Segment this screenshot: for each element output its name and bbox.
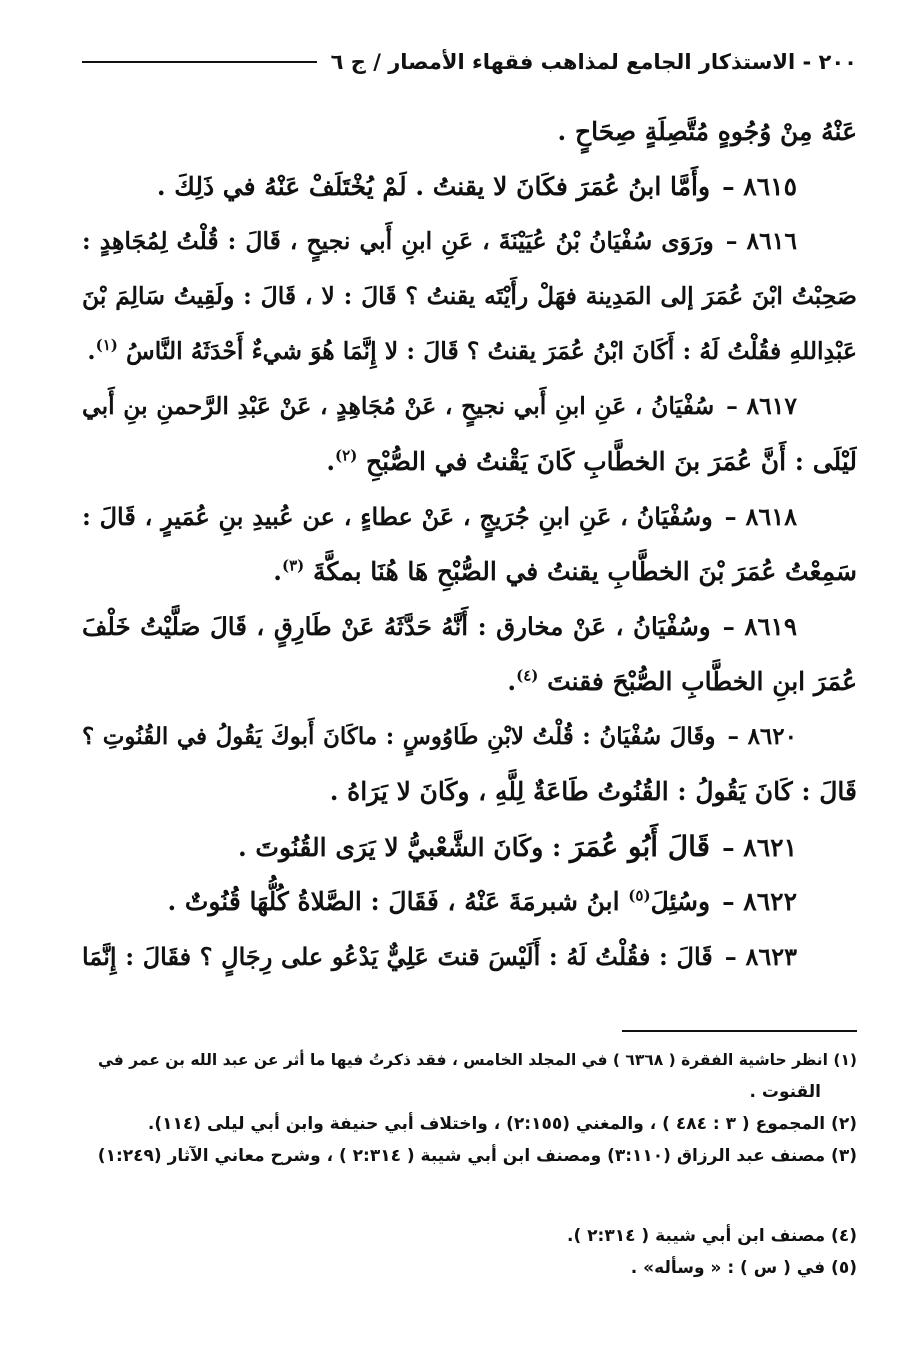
footnote-marker-1[interactable]: (١) (95, 336, 118, 355)
paragraph-number: ٨٦١٨ – (724, 502, 797, 531)
paragraph-number: ٨٦١٥ – (722, 172, 797, 201)
footnote-marker-5[interactable]: (٥) (628, 886, 651, 905)
footnotes (82, 1044, 857, 1284)
paragraph-8622: ٨٦٢٢ –وسُئِلَ$^{(٥)}$ ابنُ شبرمَةَ عَنْهُ ، فَقَالَ : الصَّلاةُ كُلُّهَا قُنُوتٌ . (167, 886, 797, 916)
footnote-gap (82, 1172, 857, 1220)
main-text (82, 104, 857, 984)
text-line-4: صَحِبْتُ ابْنَ عُمَرَ إلى المَدِينة فهَلْ رأَيْتَه يقنتُ ؟ قَالَ : لا ، قَالَ : ولَقِيتُ سَالِمَ بْنَ (82, 282, 857, 310)
paragraph-8621 (82, 819, 857, 874)
paragraph-8619 (82, 599, 857, 654)
footnote-5: (٥) في ( س ) : « وسأله» . (630, 1258, 857, 1278)
page-header (82, 44, 857, 80)
paragraph-8616 (82, 214, 857, 269)
paragraph-number: ٨٦٢٠ – (727, 723, 797, 750)
paragraph-text: ورَوَى سُفْيَانُ بْنُ عُيَيْنَةَ ، عَنِ ابنِ أَبي نجيحٍ ، قَالَ : قُلْتُ لِمُجَاهِدٍ : (82, 227, 714, 255)
paragraph-text: قَالَ : فقُلْتُ لَهُ : أَلَيْسَ قنتَ عَلِيٌّ يَدْعُو على رِجَالٍ ؟ فقَالَ : إِنَّمَا (82, 942, 713, 971)
paragraph-number: ٨٦١٧ – (726, 392, 797, 420)
paragraph-8620 (82, 709, 857, 764)
text-line-5: عَبْدِاللهِ فقُلْتُ لَهُ : أَكَانَ ابْنُ عُمَرَ يقنتُ ؟ قَالَ : لا إِنَّمَا هُوَ شيءٌ أَحْدَثَهُ النَّاسُ $^{(١)}$. (87, 336, 857, 365)
footnote-marker-2[interactable]: (٢) (335, 446, 358, 465)
header-rule (82, 61, 317, 63)
running-title: ٢٠٠ - الاستذكار الجامع لمذاهب فقهاء الأمصار / ج ٦ (330, 50, 857, 74)
text-line-7: لَيْلَى : أَنَّ عُمَرَ بنَ الخطَّابِ كَانَ يَقْنتُ في الصُّبْحِ $^{(٢)}$. (326, 446, 857, 476)
paragraph-number: ٨٦١٦ – (725, 227, 797, 255)
paragraph-number: ٨٦٢٣ – (724, 942, 798, 971)
text-line-9: سَمِعْتُ عُمَرَ بْنَ الخطَّابِ يقنتُ في الصُّبْحِ هَا هُنَا بمكَّةَ $^{(٣)}$. (273, 556, 857, 586)
paragraph-number: ٨٦١٩ – (722, 612, 797, 641)
paragraph-text: : وكَانَ الشَّعْبيُّ لا يَرَى القُنُوتَ . (238, 833, 562, 862)
paragraph-text: وقَالَ سُفْيَانُ : قُلْتُ لابْنِ طَاوُوسٍ : ماكَانَ أَبوكَ يَقُولُ في القُنُوتِ ؟ (82, 723, 716, 750)
paragraph-text: وأَمَّا ابنُ عُمَرَ فكَانَ لا يقنتُ . لَمْ يُخْتَلَفْ عَنْهُ في ذَلِكَ . (156, 172, 711, 201)
footnote-1: (١) انظر حاشية الفقرة ( ٦٣٦٨ ) في المجلد الخامس ، فقد ذكرتُ فيها ما أثر عن عبد الله بن عمر في (97, 1051, 857, 1069)
text-line-11: عُمَرَ ابنِ الخطَّابِ الصُّبْحَ فقنتَ $^{(٤)}$. (507, 666, 857, 696)
paragraph-8623 (82, 929, 857, 984)
footnote-marker-3[interactable]: (٣) (281, 556, 305, 575)
text-line-13: قَالَ : كَانَ يَقُولُ : القُنُوتُ طَاعَةٌ لِلَّهِ ، وكَانَ لا يَرَاهُ . (329, 777, 857, 806)
footnote-4: (٤) مصنف ابن أبي شيبة ( ٢:٣١٤ ). (567, 1226, 857, 1246)
footnote-3: (٣) مصنف عبد الرزاق (٣:١١٠) ومصنف ابن أبي شيبة ( ٢:٣١٤ ) ، وشرح معاني الآثار (١:٢٤٩) (97, 1146, 857, 1166)
footnote-2: (٢) المجموع ( ٣ : ٤٨٤ ) ، والمغني (٢:١٥٥) ، واختلاف أبي حنيفة وابن أبي ليلى (١١٤). (147, 1114, 857, 1134)
footnote-separator (622, 1030, 857, 1032)
paragraph-8618 (82, 489, 857, 544)
footnote-1-continuation: القنوت . (749, 1082, 821, 1102)
paragraph-text: وسُفْيَانُ ، عَنِ ابنِ جُرَيجٍ ، عَنْ عطاءٍ ، عن عُبيدِ بنِ عُمَيرٍ ، قَالَ : (82, 502, 713, 531)
paragraph-text: وسُفْيَانُ ، عَنْ مخارق : أَنَّهُ حَدَّثَهُ عَنْ طَارِقٍ ، قَالَ صَلَّيْتُ خَلْفَ (82, 612, 711, 641)
text-line-1: عَنْهُ مِنْ وُجُوهٍ مُتَّصِلَةٍ صِحَاحٍ . (557, 117, 857, 146)
paragraph-8615 (82, 159, 857, 214)
paragraph-8617 (82, 379, 857, 434)
footnote-marker-4[interactable]: (٤) (516, 666, 539, 685)
paragraph-number: ٨٦٢١ – (722, 833, 797, 862)
author-label: قَالَ أَبُو عُمَرَ (569, 830, 711, 863)
paragraph-text: سُفْيَانُ ، عَنِ ابنِ أَبي نجيحٍ ، عَنْ مُجَاهِدٍ ، عَنْ عَبْدِ الرَّحمنِ بنِ أَبي (82, 392, 715, 420)
paragraph-number: ٨٦٢٢ – (722, 887, 797, 916)
